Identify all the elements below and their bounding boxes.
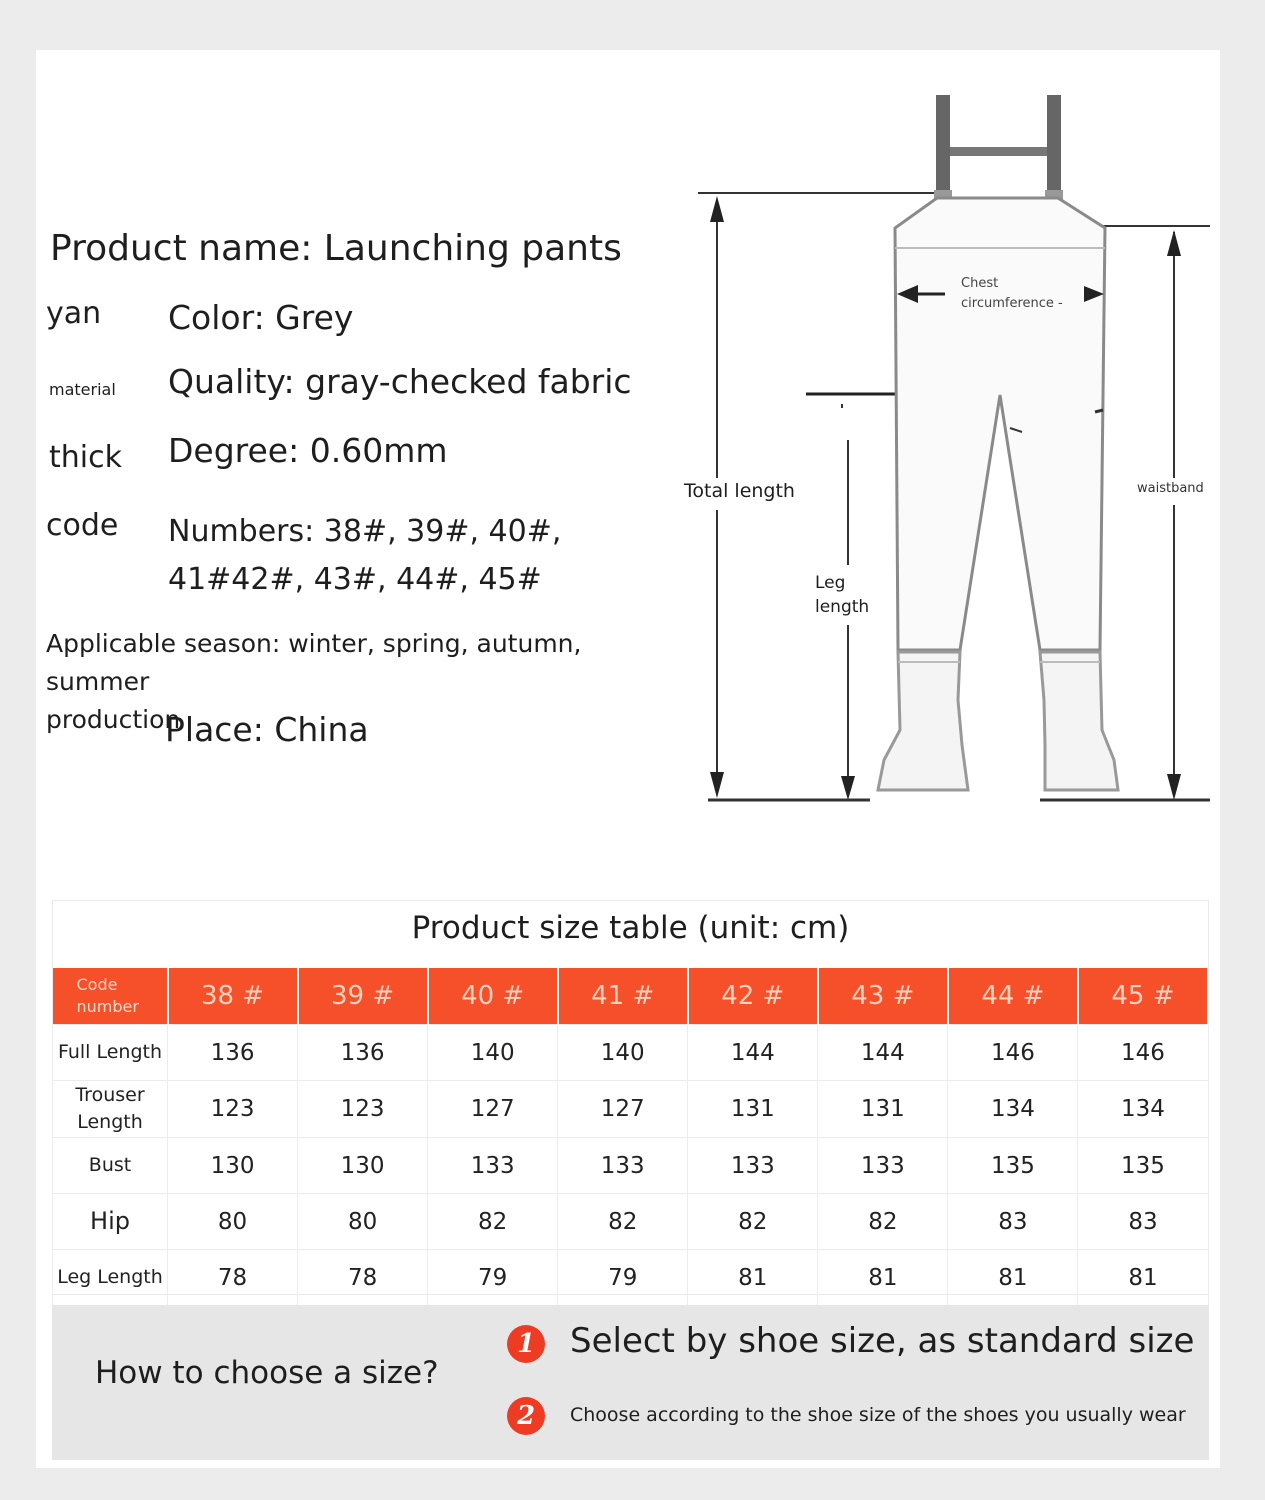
table-cell: 79 (558, 1250, 688, 1306)
table-cell: 81 (688, 1250, 818, 1306)
table-cell: 123 (298, 1081, 428, 1138)
size-header: 40 # (428, 968, 558, 1025)
table-cell: 81 (818, 1250, 948, 1306)
code-key: code (46, 508, 119, 543)
waders-outline-icon (680, 85, 1220, 820)
size-guide-question: How to choose a size? (95, 1355, 439, 1391)
material-value: Quality: gray-checked fabric (168, 362, 632, 401)
table-cell: 82 (428, 1194, 558, 1250)
step-1-badge: 1 (507, 1325, 545, 1363)
row-label: Hip (53, 1194, 168, 1250)
table-cell: 130 (298, 1138, 428, 1194)
step-2-text: Choose according to the shoe size of the shoes you usually wear (570, 1404, 1186, 1426)
table-cell: 134 (1078, 1081, 1208, 1138)
table-cell: 144 (688, 1025, 818, 1081)
table-cell: 81 (948, 1250, 1078, 1306)
table-cell: 80 (298, 1194, 428, 1250)
leg-length-label-2: length (815, 597, 870, 617)
table-row (53, 1250, 1209, 1306)
size-header: 44 # (948, 968, 1078, 1025)
table-cell: 133 (428, 1138, 558, 1194)
table-cell: 127 (428, 1081, 558, 1138)
table-cell: 80 (168, 1194, 298, 1250)
total-length-label: Total length (684, 480, 795, 502)
season-line-1: Applicable season: winter, spring, autumn, summer (46, 629, 582, 696)
table-cell: 146 (1078, 1025, 1208, 1081)
table-cell: 135 (948, 1138, 1078, 1194)
table-cell: 140 (428, 1025, 558, 1081)
leg-length-label-1: Leg (815, 573, 846, 593)
table-cell: 130 (168, 1138, 298, 1194)
row-label: Bust (53, 1138, 168, 1194)
table-row (53, 1025, 1209, 1081)
size-header-row (53, 968, 1209, 1025)
table-cell: 78 (298, 1250, 428, 1306)
table-cell: 82 (688, 1194, 818, 1250)
step-1-text: Select by shoe size, as standard size (570, 1321, 1195, 1361)
table-row (53, 1081, 1209, 1138)
table-cell: 133 (818, 1138, 948, 1194)
row-label (53, 1081, 168, 1138)
size-header: 38 # (168, 968, 298, 1025)
product-name: Product name: Launching pants (50, 228, 622, 269)
table-row (53, 1194, 1209, 1250)
chest-label-1: Chest (961, 276, 999, 291)
size-header: 43 # (818, 968, 948, 1025)
row-label: Full Length (53, 1025, 168, 1081)
color-key: yan (46, 296, 102, 331)
code-header-line2: number (76, 997, 139, 1016)
chest-label-2: circumference - (961, 296, 1063, 311)
table-cell: 127 (558, 1081, 688, 1138)
place-text: Place: China (165, 710, 369, 749)
size-header: 39 # (298, 968, 428, 1025)
table-cell: 131 (688, 1081, 818, 1138)
size-table (52, 968, 1209, 1306)
table-cell: 133 (688, 1138, 818, 1194)
row-label: Leg Length (53, 1250, 168, 1306)
table-cell: 131 (818, 1081, 948, 1138)
size-header: 42 # (688, 968, 818, 1025)
table-cell: 82 (558, 1194, 688, 1250)
color-value: Color: Grey (168, 298, 354, 337)
size-header: 41 # (558, 968, 688, 1025)
table-cell: 134 (948, 1081, 1078, 1138)
table-cell: 123 (168, 1081, 298, 1138)
size-guide-panel (52, 1305, 1209, 1460)
waistband-label: waistband (1137, 481, 1204, 496)
table-cell: 83 (948, 1194, 1078, 1250)
code-number-header (53, 968, 168, 1025)
row-label-line2: Length (77, 1111, 143, 1133)
size-table-panel (52, 900, 1209, 1295)
table-cell: 133 (558, 1138, 688, 1194)
table-cell: 144 (818, 1025, 948, 1081)
table-row (53, 1138, 1209, 1194)
thickness-value: Degree: 0.60mm (168, 431, 448, 470)
table-cell: 146 (948, 1025, 1078, 1081)
code-value-line2: 41#42#, 43#, 44#, 45# (168, 562, 542, 597)
table-cell: 78 (168, 1250, 298, 1306)
code-value-line1: Numbers: 38#, 39#, 40#, (168, 514, 562, 549)
step-2-badge: 2 (507, 1397, 545, 1435)
table-cell: 136 (298, 1025, 428, 1081)
table-cell: 140 (558, 1025, 688, 1081)
table-cell: 135 (1078, 1138, 1208, 1194)
material-key: material (49, 380, 116, 399)
size-header: 45 # (1078, 968, 1208, 1025)
table-cell: 136 (168, 1025, 298, 1081)
thickness-key: thick (49, 440, 122, 475)
season-line-2: production (46, 705, 181, 734)
code-header-line1: Code (76, 975, 118, 994)
table-cell: 83 (1078, 1194, 1208, 1250)
table-cell: 79 (428, 1250, 558, 1306)
table-cell: 81 (1078, 1250, 1208, 1306)
row-label-line1: Trouser (75, 1084, 145, 1106)
table-cell: 82 (818, 1194, 948, 1250)
size-table-title: Product size table (unit: cm) (411, 910, 850, 946)
